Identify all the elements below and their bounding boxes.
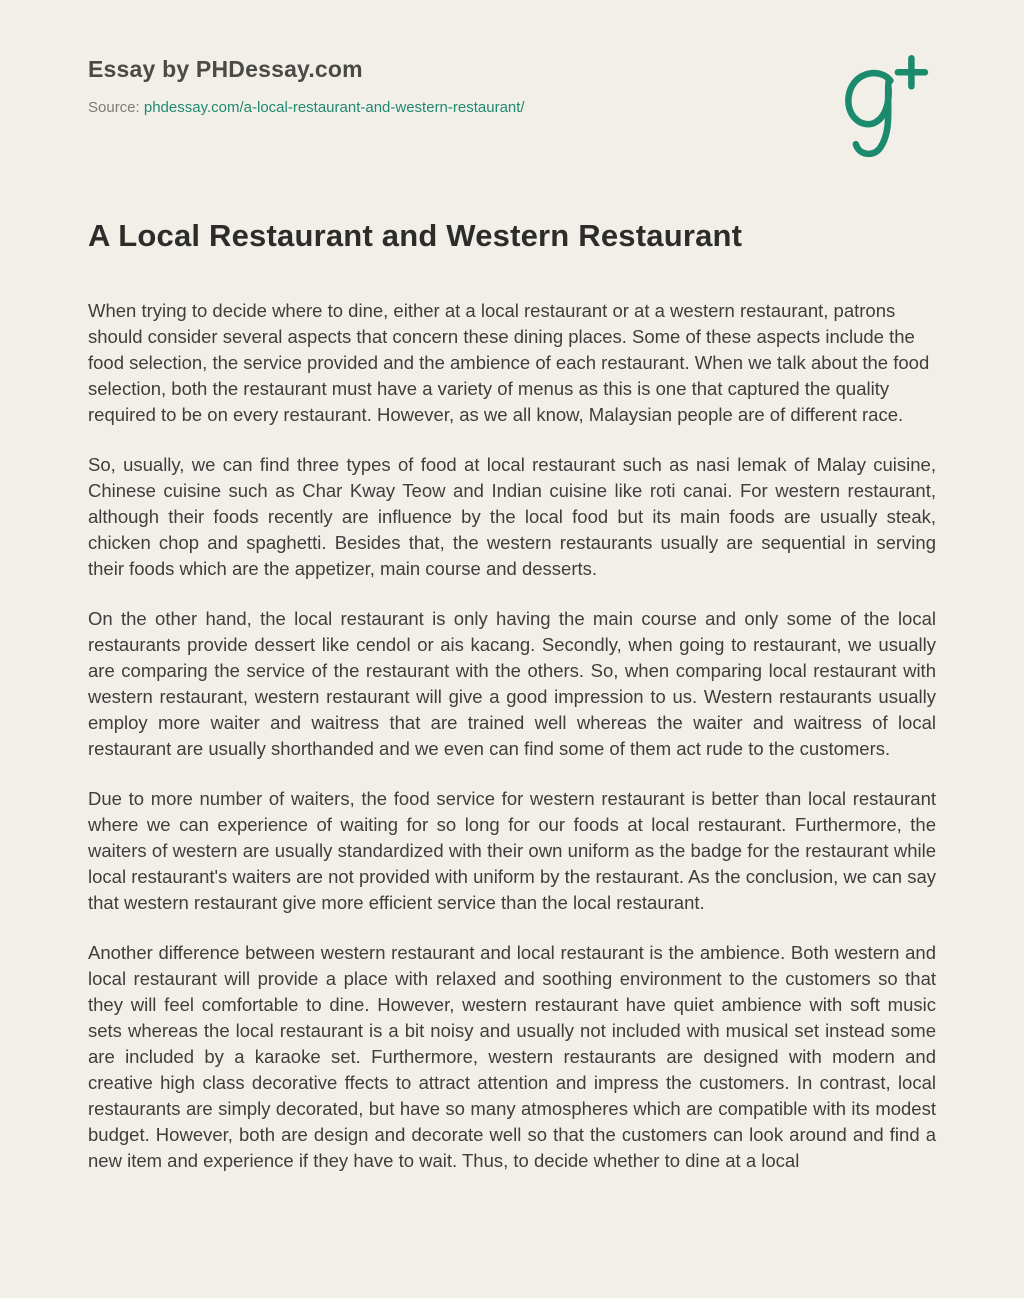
page-header	[88, 48, 936, 160]
essay-paragraph-4: Due to more number of waiters, the food service for western restaurant is better than local restaurant where we can experience of waiting for so long for our foods at local restaurant. Furthermore, the waiters of western are usually standardized with their own uniform as the badge for the restaurant while local restaurant's waiters are not provided with uniform by the restaurant. As the conclusion, we can say that western restaurant give more efficient service than the local restaurant.	[88, 788, 936, 913]
essay-paragraph-5: Another difference between western restaurant and local restaurant is the ambience. Both western and local restaurant will provide a place with relaxed and soothing environment to the customers so that they will feel comfortable to dine. However, western restaurant have quiet ambience with soft music sets whereas the local restaurant is a bit noisy and usually not included with musical set instead some are included by a karaoke set. Furthermore, western restaurants are designed with modern and creative high class decorative ffects to attract attention and impress the customers. In contrast, local restaurants are simply decorated, but have so many atmospheres which are compatible with its modest budget. However, both are design and decorate well so that the customers can look around and find a new item and experience if they have to wait. Thus, to decide whether to dine at a local	[88, 942, 936, 1171]
source-label: Source:	[88, 99, 140, 116]
essay-title: A Local Restaurant and Western Restaurant	[88, 218, 743, 253]
byline: Essay by PHDessay.com	[88, 56, 363, 82]
essay-paragraph-2: So, usually, we can find three types of food at local restaurant such as nasi lemak of Malay cuisine, Chinese cuisine such as Char Kway Teow and Indian cuisine like roti canai. For western restaurant, although their foods recently are influence by the local food but its main foods are usually steak, chicken chop and spaghetti. Besides that, the western restaurants usually are sequential in serving their foods which are the appetizer, main course and desserts.	[88, 454, 936, 579]
essay-paragraph-3: On the other hand, the local restaurant is only having the main course and only some of the local restaurants provide dessert like cendol or ais kacang. Secondly, when going to restaurant, we usually are comparing the service of the restaurant with the others. So, when comparing local restaurant with western restaurant, western restaurant will give a good impression to us. Western restaurants usually employ more waiter and waitress that are trained well whereas the waiter and waitress of local restaurant are usually shorthanded and we even can find some of them act rude to the customers.	[88, 608, 936, 759]
header-text-block	[88, 48, 525, 116]
essay-body	[88, 298, 936, 1174]
essay-paragraph-1: When trying to decide where to dine, either at a local restaurant or at a western restaurant, patrons should consider several aspects that concern these dining places. Some of these aspects include the food selection, the service provided and the ambience of each restaurant. When we talk about the food selection, both the restaurant must have a variety of menus as this is one that captured the quality required to be on every restaurant. However, as we all know, Malaysian people are of different race.	[88, 300, 930, 425]
source-link[interactable]: phdessay.com/a-local-restaurant-and-western-restaurant/	[143, 99, 525, 116]
phdessay-logo-icon	[830, 48, 934, 160]
source-line	[88, 99, 525, 116]
